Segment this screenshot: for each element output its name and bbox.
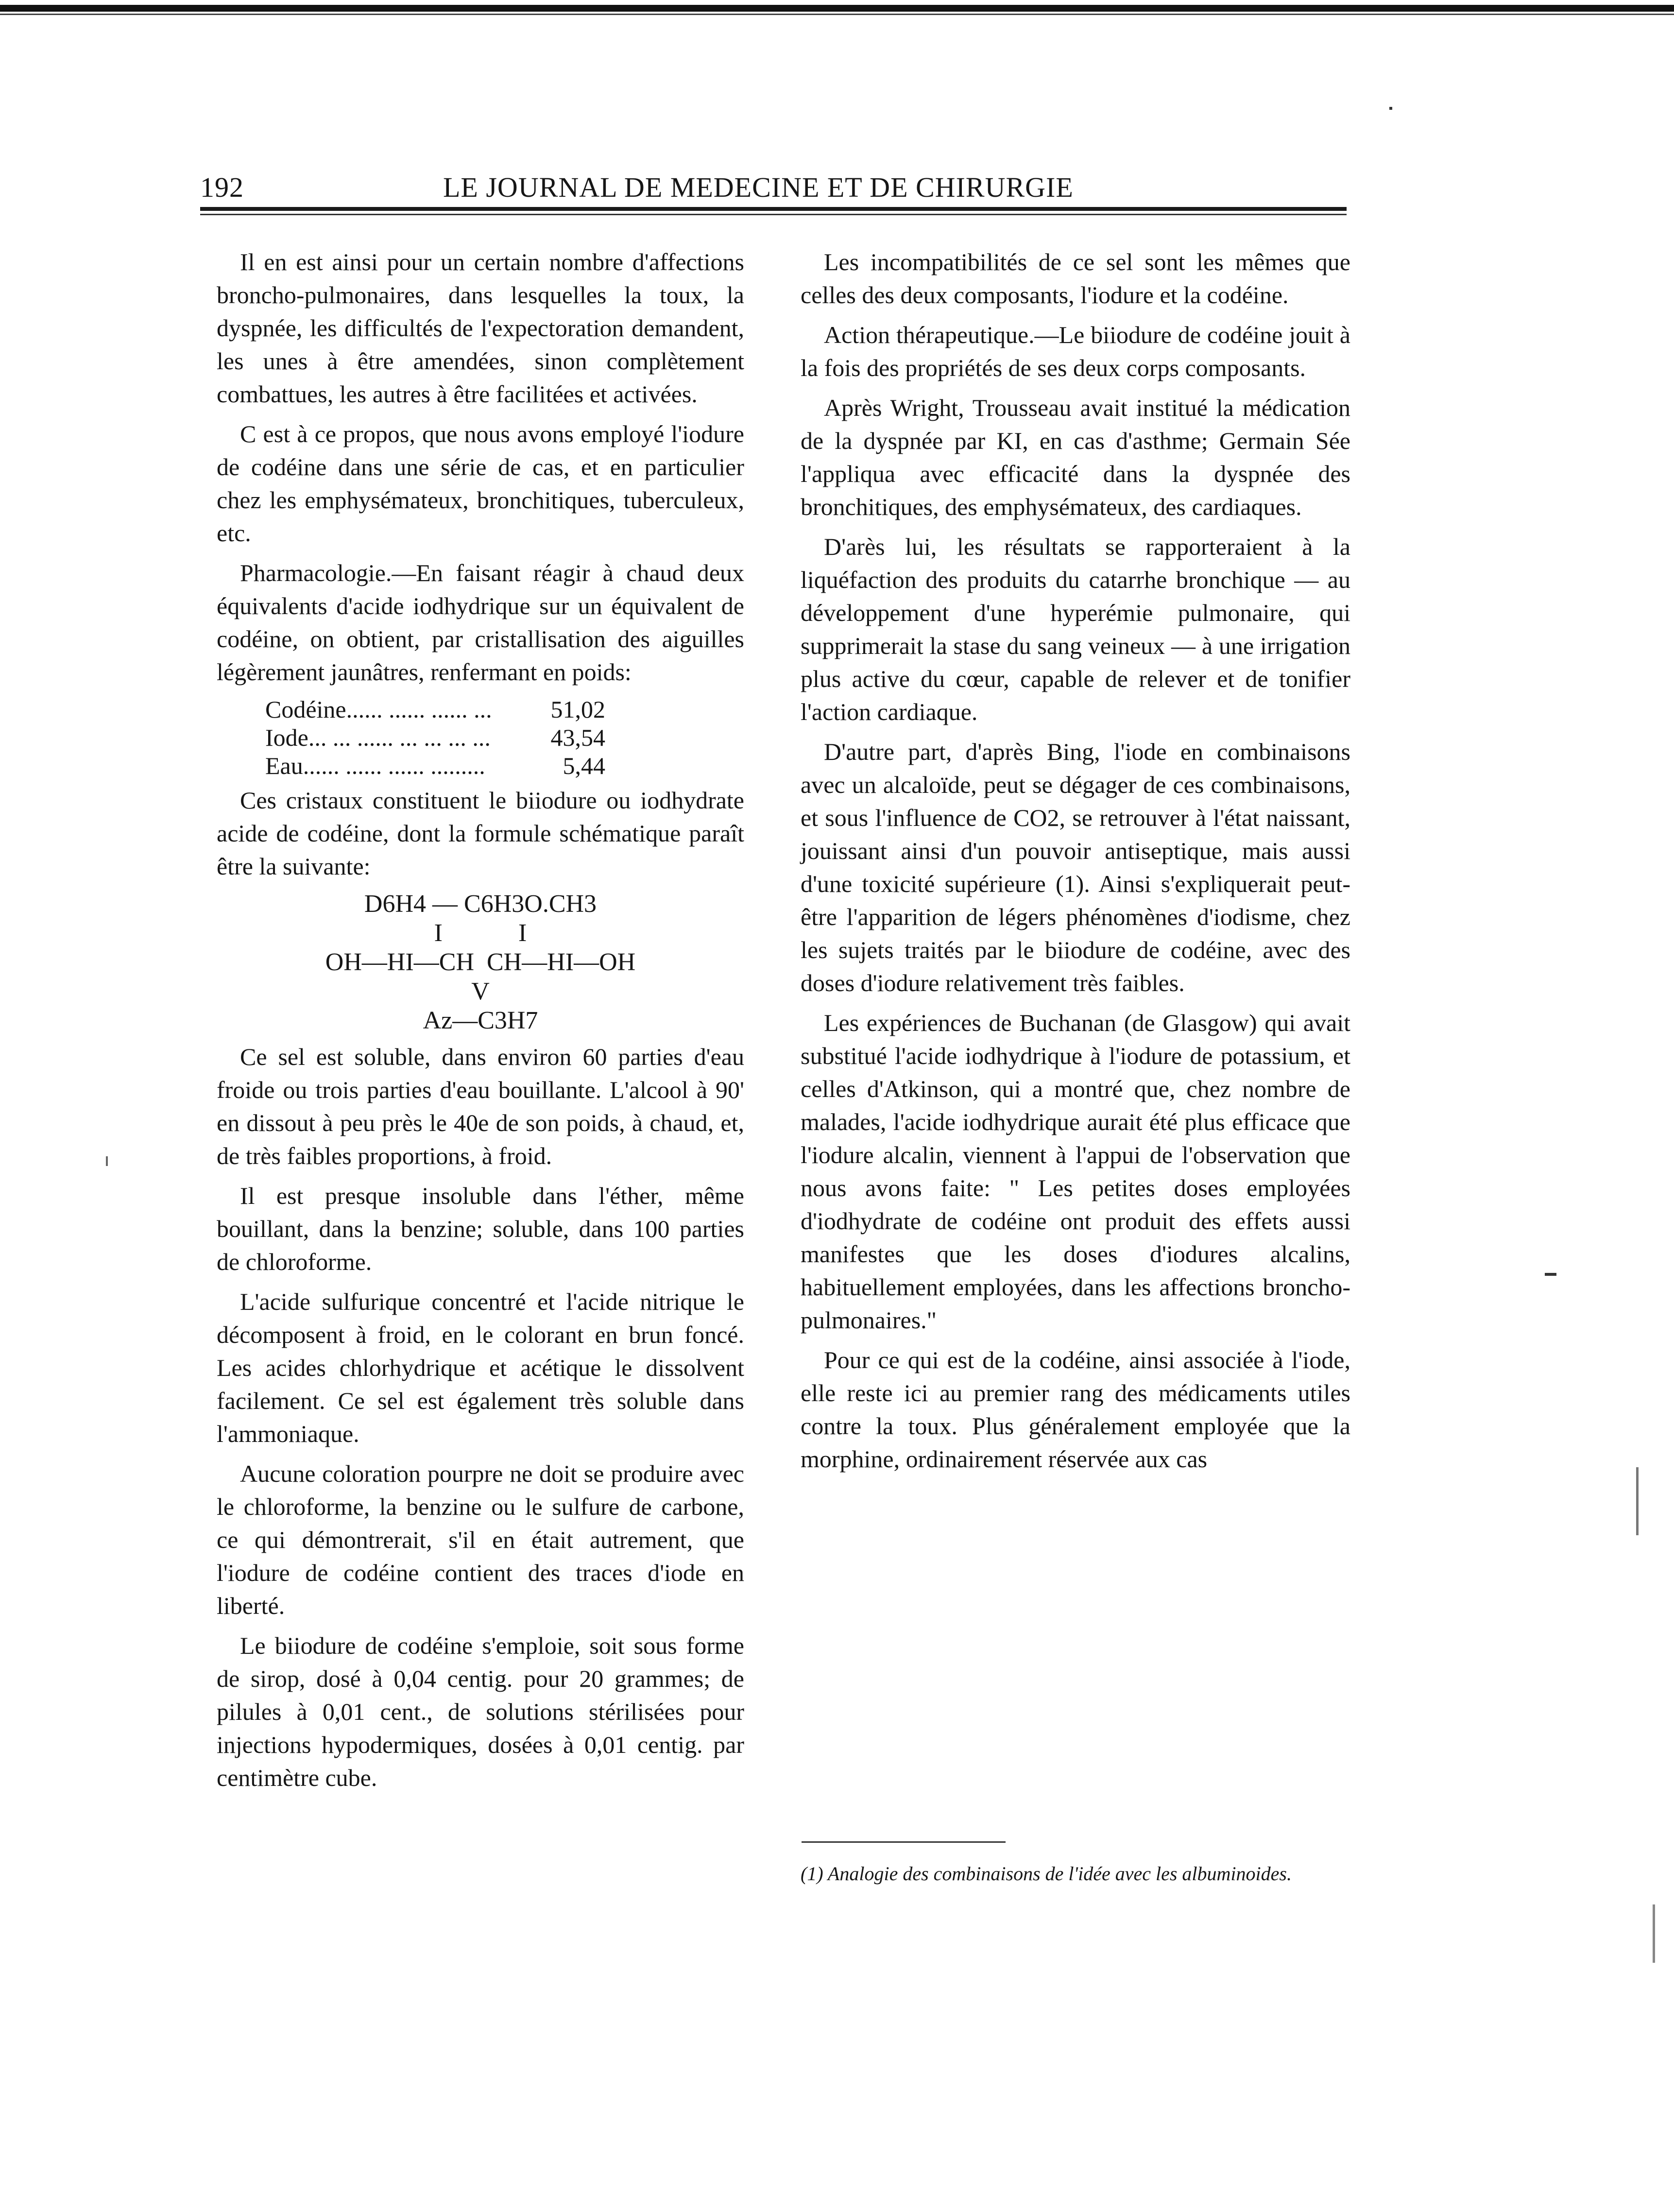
chemical-formula: [217, 890, 744, 1035]
paragraph: Ce sel est soluble, dans environ 60 parties d'eau froide ou trois parties d'eau bouillante. L'alcool à 90' en dissout à peu près le 40e de son poids, à chaud, et, de très faibles proportions, à froid.: [217, 1043, 744, 1169]
composition-table: [265, 695, 605, 780]
formula-line: V: [471, 977, 490, 1005]
composition-label: Eau...... ...... ...... .........: [265, 752, 485, 779]
page-number: 192: [200, 171, 244, 203]
right-column: [801, 245, 1350, 1482]
top-border-rule: [0, 5, 1674, 12]
formula-line: Az—C3H7: [423, 1007, 538, 1034]
footnote-rule: [802, 1841, 1006, 1843]
paragraph: Les expériences de Buchanan (de Glasgow) qui avait substitué l'acide iodhydrique à l'iodure de potassium, et celles d'Atkinson, qui a montré que, chez nombre de malades, l'acide iodhydrique aurait été plus efficace que l'iodure alcalin, viennent à l'appui de l'observation que nous avons faite: " Les petites doses employées d'iodhydrate de codéine ont produit des effets aussi manifestes que les doses d'iodures alcalins, habituellement employées, dans les affections broncho-pulmonaires.": [801, 1009, 1350, 1334]
composition-row: [265, 723, 605, 752]
paragraph: C est à ce propos, que nous avons employé l'iodure de codéine dans une série de cas, et en particulier chez les emphysémateux, bronchitiques, tuberculeux, etc.: [217, 420, 744, 547]
composition-row: [265, 752, 605, 780]
paragraph: D'arès lui, les résultats se rapporteraient à la liquéfaction des produits du catarrhe bronchique — au développement d'une hyperémie pulmonaire, qui supprimerait la stase du sang veineux — à une irrigation plus active du cœur, capable de relever et de tonifier l'action cardiaque.: [801, 533, 1350, 725]
page-header: [200, 171, 1347, 205]
scan-speck: [106, 1156, 108, 1166]
composition-value: 43,54: [550, 724, 605, 751]
header-rule: [200, 207, 1347, 211]
composition-value: 51,02: [550, 696, 605, 723]
top-border-rule-thin: [0, 14, 1674, 15]
header-rule-thin: [200, 214, 1347, 215]
formula-line: I I: [434, 919, 527, 947]
footnote: (1) Analogie des combinaisons de l'idée avec les albuminoides.: [801, 1863, 1292, 1885]
scan-speck: [1653, 1904, 1655, 1963]
left-column: [217, 245, 744, 1801]
scan-speck: [1389, 107, 1392, 110]
formula-line: OH—HI—CH CH—HI—OH: [325, 948, 636, 976]
paragraph: Aucune coloration pourpre ne doit se produire avec le chloroforme, la benzine ou le sulfure de carbone, ce qui démontrerait, s'il en était autrement, que l'iodure de codéine contient des traces d'iode en liberté.: [217, 1460, 744, 1619]
paragraph: Pour ce qui est de la codéine, ainsi associée à l'iode, elle reste ici au premier rang des médicaments utiles contre la toux. Plus généralement employée que la morphine, ordinairement réservée aux cas: [801, 1346, 1350, 1473]
paragraph: Ces cristaux constituent le biiodure ou iodhydrate acide de codéine, dont la formule schématique paraît être la suivante:: [217, 787, 744, 880]
composition-label: Iode... ... ...... ... ... ... ...: [265, 724, 491, 751]
composition-value: 5,44: [563, 752, 605, 779]
paragraph: Il est presque insoluble dans l'éther, même bouillant, dans la benzine; soluble, dans 100 parties de chloroforme.: [217, 1182, 744, 1275]
paragraph: L'acide sulfurique concentré et l'acide nitrique le décomposent à froid, en le colorant en brun foncé. Les acides chlorhydrique et acétique le dissolvent facilement. Ce sel est également très soluble dans l'ammoniaque.: [217, 1288, 744, 1447]
paragraph: Action thérapeutique.—Le biiodure de codéine jouit à la fois des propriétés de ses deux corps composants.: [801, 321, 1350, 381]
paragraph: Pharmacologie.—En faisant réagir à chaud deux équivalents d'acide iodhydrique sur un équivalent de codéine, on obtient, par cristallisation des aiguilles légèrement jaunâtres, renfermant en poids:: [217, 559, 744, 686]
paragraph: Les incompatibilités de ce sel sont les mêmes que celles des deux composants, l'iodure et la codéine.: [801, 248, 1350, 309]
scan-speck: [1636, 1467, 1639, 1535]
paragraph: Après Wright, Trousseau avait institué la médication de la dyspnée par KI, en cas d'asthme; Germain Sée l'appliqua avec efficacité dans la dyspnée des bronchitiques, des emphysémateux, des cardiaques.: [801, 394, 1350, 520]
composition-label: Codéine...... ...... ...... ...: [265, 696, 492, 723]
paragraph: Le biiodure de codéine s'emploie, soit sous forme de sirop, dosé à 0,04 centig. pour 20 grammes; de pilules à 0,01 cent., de solutions stérilisées pour injections hypodermiques, dosées à 0,01 centig. par centimètre cube.: [217, 1632, 744, 1791]
composition-row: [265, 695, 605, 723]
paragraph: D'autre part, d'après Bing, l'iode en combinaisons avec un alcaloïde, peut se dégager de ces combinaisons, et sous l'influence de CO2, se retrouver à l'état naissant, jouissant ainsi d'un pouvoir antiseptique, mais aussi d'une toxicité supérieure (1). Ainsi s'expliquerait peut-être l'apparition de légers phénomènes d'iodisme, chez les sujets traités par le biiodure de codéine, avec des doses d'iodure relativement très faibles.: [801, 738, 1350, 996]
formula-line: D6H4 — C6H3O.CH3: [364, 890, 597, 918]
scan-speck: [1545, 1273, 1556, 1276]
running-title: LE JOURNAL DE MEDECINE ET DE CHIRURGIE: [443, 171, 1074, 203]
paragraph: Il en est ainsi pour un certain nombre d'affections broncho-pulmonaires, dans lesquelles la toux, la dyspnée, les difficultés de l'expectoration demandent, les unes à être amendées, sinon complètement combattues, les autres à être facilitées et activées.: [217, 248, 744, 408]
